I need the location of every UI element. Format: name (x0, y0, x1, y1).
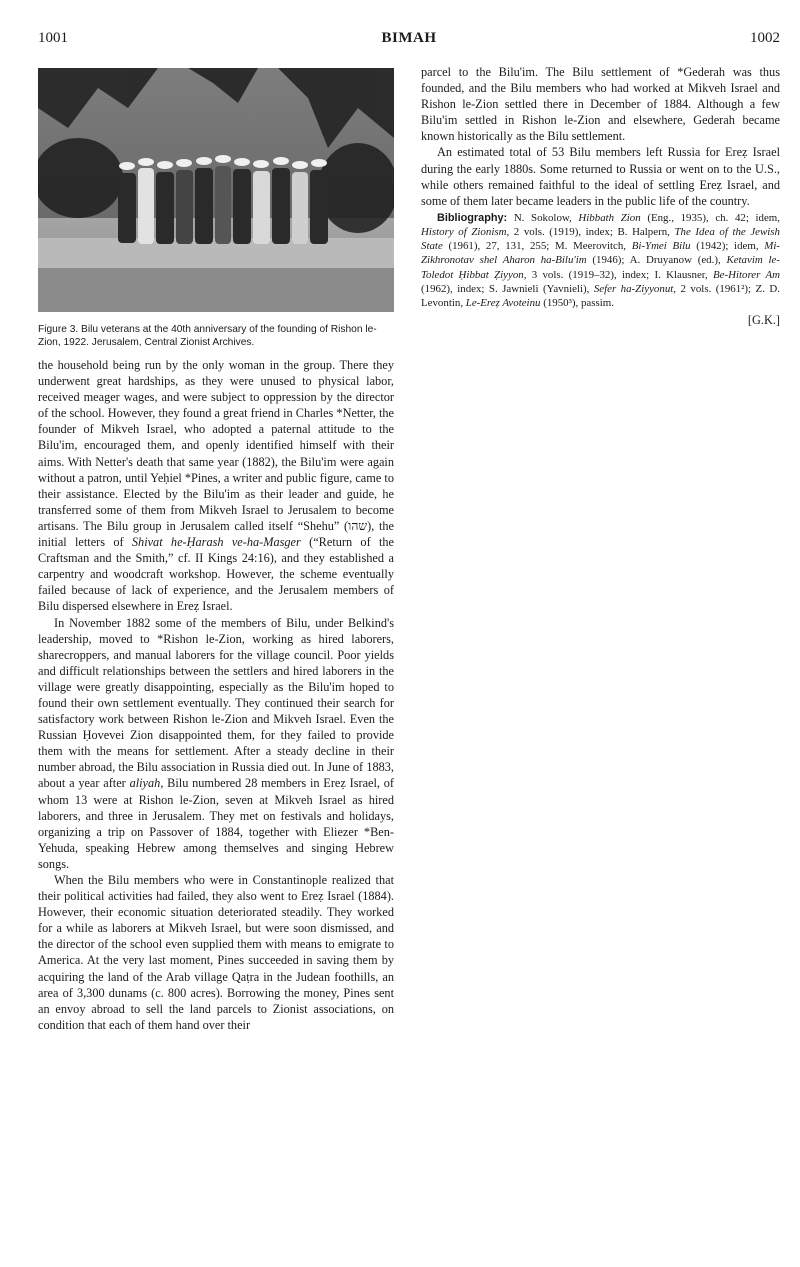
running-title: BIMAH (381, 30, 437, 46)
page-number-right: 1002 (750, 30, 780, 46)
paragraph: In November 1882 some of the members of Bilu, under Belkind's leadership, moved to *Rishon le-Zion, working as hired laborers, sharecroppers, and manual laborers for the village council. Poor yields and difficult relationships between the settlers and hired laborers in the village were greatly disappointing, especially as the Bilu'im hoped to found their own settlement eventually. They continued their search for satisfactory work between Rishon le-Zion and Mikveh Israel. Even the Russian Ḥovevei Zion disappointed them, for they failed to provide them with the means for settlement. After a steady decline in their number abroad, the Bilu association in Russia died out. In June of 1883, about a year after aliyah, Bilu numbered 28 members in Ereẓ Israel, of whom 13 were at Rishon le-Zion, seven at Mikveh Israel as hired laborers, and three in Jerusalem. They met on festivals and holidays, organizing a trip on Passover of 1884, together with Eliezer *Ben-Yehuda, speaking Hebrew among themselves and singing Hebrew songs. (38, 615, 395, 871)
left-column (38, 357, 394, 1033)
right-column (421, 64, 780, 328)
bibliography: Bibliography: N. Sokolow, Hibbath Zion (Eng., 1935), ch. 42; idem, History of Zionism, 2 vols. (1919), index; B. Halpern, The Idea of the Jewish State (1961), 27, 131, 255; M. Meerovitch, Bi-Ymei Bilu (1942); idem, Mi-Zikhronotav shel Aharon ha-Bilu'im (1946); A. Druyanow (ed.), Ketavim le-Toledot Ḥibbat Ẓiyyon, 3 vols. (1919–32), index; I. Klausner, Be-Hitorer Am (1962), index; S. Jawnieli (Yavnieli), Sefer ha-Ziyyonut, 2 vols. (1961²); Z. D. Levontin, Le-Ereẓ Avoteinu (1950³), passim. (421, 211, 780, 310)
author-initials: [G.K.] (747, 313, 780, 328)
page-header (38, 30, 780, 50)
paragraph: the household being run by the only woman in the group. There they underwent great hardships, as they were unused to physical labor, received meager wages, and were subject to oppression by the director of the school. However, they found a great friend in Charles *Netter, the founder of Mikveh Israel, who adopted a paternal attitude to the Bilu'im, encouraged them, and openly identified himself with their aims. With Netter's death that same year (1882), the Bilu'im were again without a patron, until Yeḥiel *Pines, a writer and public figure, came to their assistance. Elected by the Bilu'im as their leader and guide, he transferred some of them from Mikveh Israel to Jerusalem to become artisans. The Bilu group in Jerusalem called itself “Shehu” (שהו), the initial letters of Shivat he-Ḥarash ve-ha-Masger (“Return of the Craftsman and the Smith,” cf. II Kings 24:16), and they established a carpentry and woodcraft workshop. However, the scheme eventually failed because of lack of experience, and the Jerusalem members of Bilu dispersed elsewhere in Ereẓ Israel. (38, 358, 395, 614)
paragraph: An estimated total of 53 Bilu members left Russia for Ereẓ Israel during the early 1880s. Some returned to Russia or went on to the U.S., while others remained faithful to the ideal of settling Ereẓ Israel, and some of them later became leaders in the public life of the country. (421, 145, 780, 208)
paragraph: When the Bilu members who were in Constantinople realized that their political activities had failed, they also went to Ereẓ Israel (1884). However, their economic situation deteriorated steadily. They worked for a while as laborers at Mikveh Israel, but were soon dismissed, and the director of the school even supplied them with means to emigrate to America. At the very last moment, Pines succeeded in saving them by acquiring the land of the Arab village Qaṭra in the Judean foothills, an area of 3,300 dunams (c. 800 acres). Borrowing the money, Pines sent an envoy abroad to sell the land parcels to Zionist associations, on condition that each of them hand over their (38, 873, 394, 1032)
historical-photograph (38, 68, 394, 312)
paragraph: parcel to the Bilu'im. The Bilu settlement of *Gederah was thus founded, and the Bilu members who had worked at Mikveh Israel and Rishon le-Zion settled there in December of 1884. Although a few Bilu'im settled in Rishon le-Zion and elsewhere, Gederah became known historically as the Bilu settlement. (421, 65, 780, 144)
figure-caption: Figure 3. Bilu veterans at the 40th anniversary of the founding of Rishon le-Zion, 1922. Jerusalem, Central Zionist Archives. (38, 324, 377, 349)
bibliography-label: Bibliography: (437, 211, 508, 224)
page-number-left: 1001 (38, 30, 68, 46)
